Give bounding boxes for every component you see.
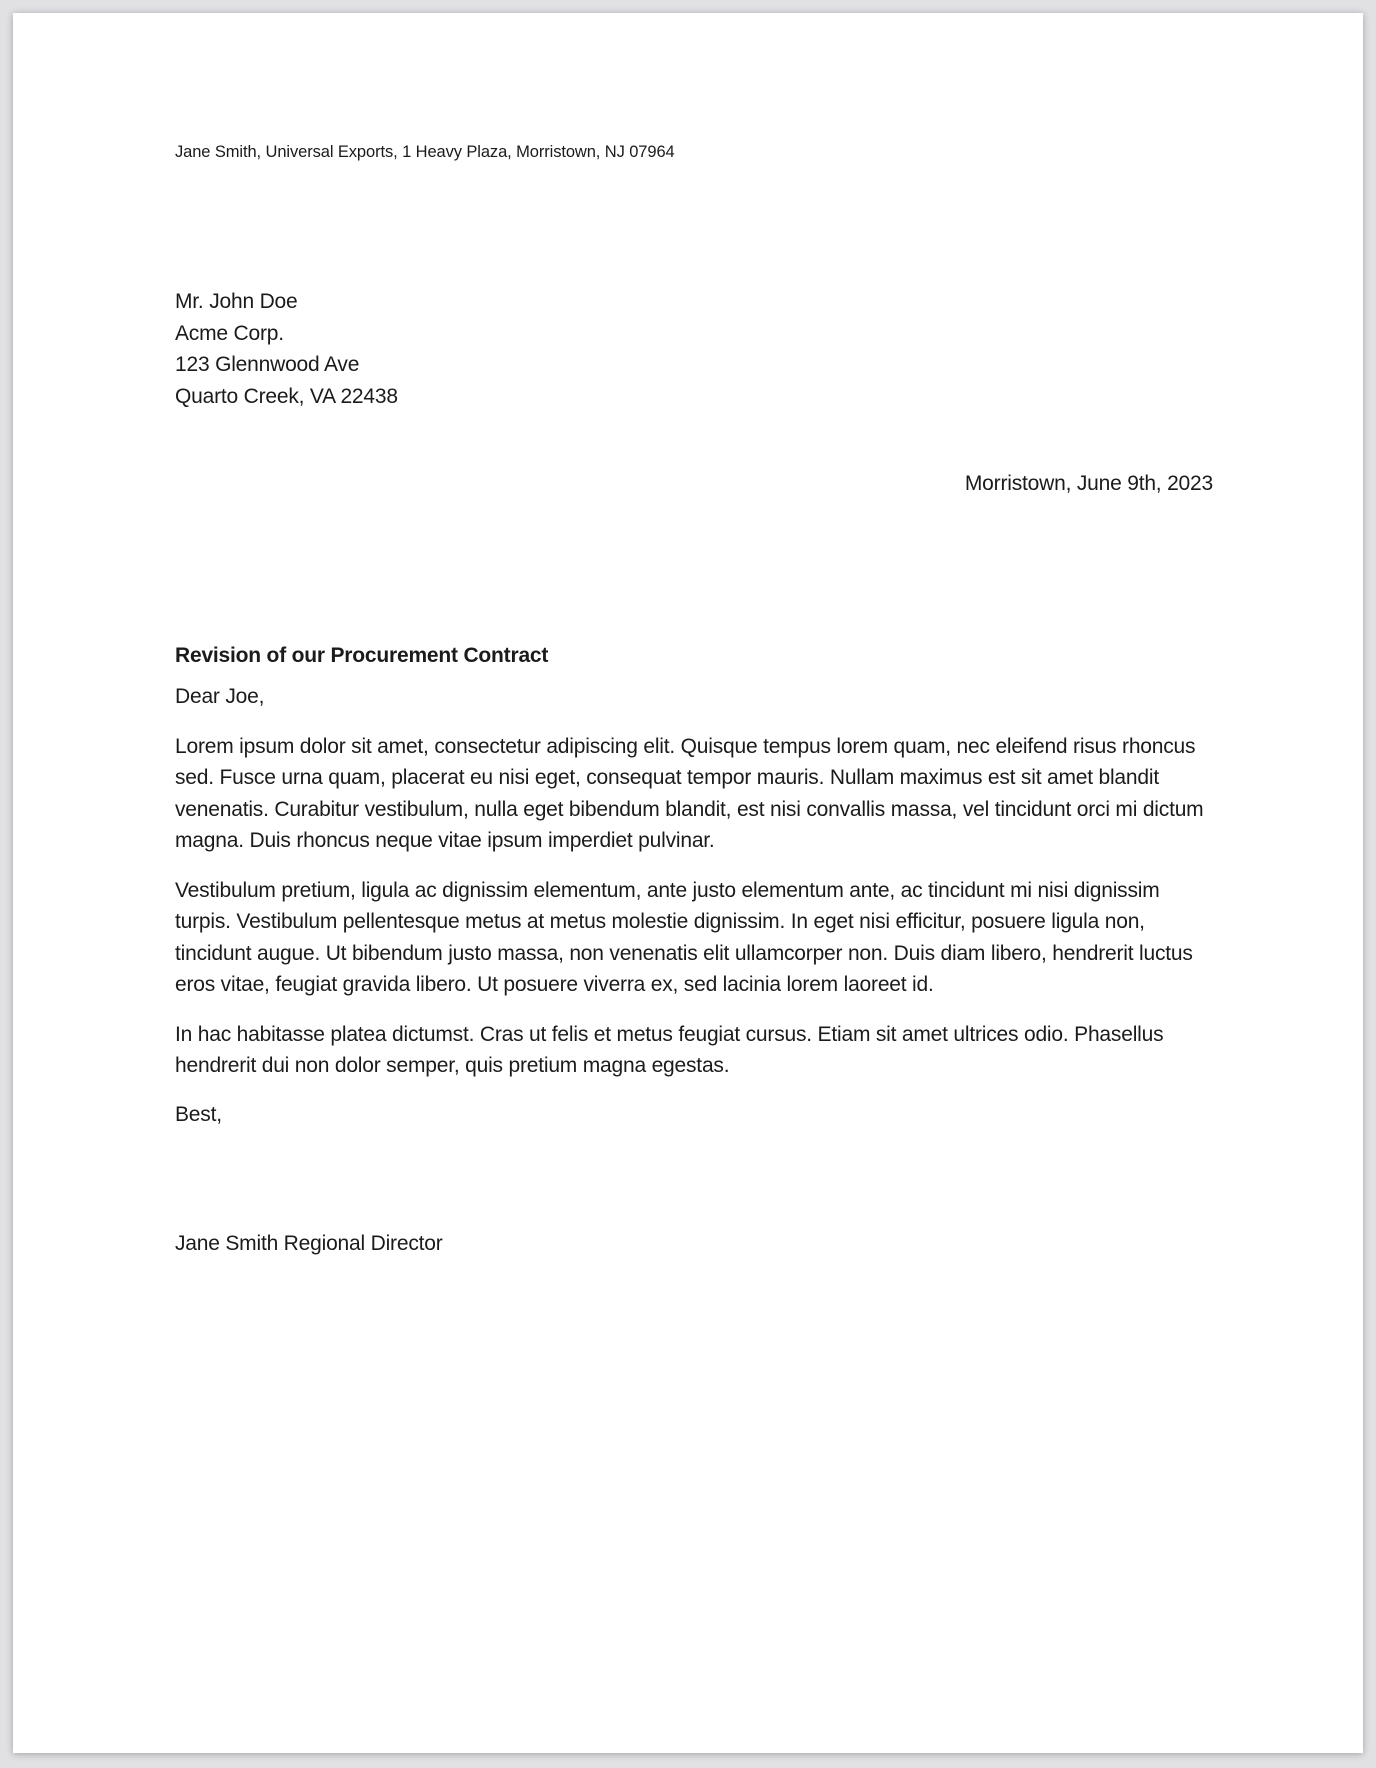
- recipient-company: Acme Corp.: [175, 321, 284, 345]
- signature-line: Jane Smith Regional Director: [175, 1232, 443, 1255]
- subject-line: Revision of our Procurement Contract: [175, 643, 549, 667]
- body-paragraph-2: Vestibulum pretium, ligula ac dignissim elementum, ante justo elementum ante, ac tincidunt mi nisi dignissim turpis. Vestibulum pellentesque metus at metus molestie dignissim. In eget nisi efficitur, posuere ligula non, tincidunt augue. Ut bibendum justo massa, non venenatis elit ullamcorper non. Duis diam libero, hendrerit luctus eros vitae, feugiat gravida libero. Ut posuere viverra ex, sed lacinia lorem laoreet id.: [175, 878, 1193, 996]
- body-paragraph-3: In hac habitasse platea dictumst. Cras ut felis et metus feugiat cursus. Etiam sit amet ultrices odio. Phasellus hendrerit dui non dolor semper, quis pretium magna egestas.: [175, 1022, 1164, 1077]
- date-line: Morristown, June 9th, 2023: [964, 472, 1213, 495]
- body-paragraph-1: Lorem ipsum dolor sit amet, consectetur adipiscing elit. Quisque tempus lorem quam, nec eleifend risus rhoncus sed. Fusce urna quam, placerat eu nisi eget, consequat tempor mauris. Nullam maximus est sit amet blandit venenatis. Curabitur vestibulum, nulla eget bibendum blandit, est nisi convallis massa, vel tincidunt orci mi dictum magna. Duis rhoncus neque vitae ipsum imperdiet pulvinar.: [175, 734, 1204, 852]
- sender-address-line: Jane Smith, Universal Exports, 1 Heavy Plaza, Morristown, NJ 07964: [175, 143, 675, 161]
- recipient-address-block: [175, 286, 1213, 412]
- recipient-name: Mr. John Doe: [175, 290, 298, 313]
- recipient-city-state-zip: Quarto Creek, VA 22438: [175, 384, 398, 408]
- closing: Best,: [175, 1102, 222, 1126]
- greeting: Dear Joe,: [175, 685, 265, 708]
- letter-page: [13, 13, 1363, 1753]
- recipient-street: 123 Glennwood Ave: [175, 353, 360, 376]
